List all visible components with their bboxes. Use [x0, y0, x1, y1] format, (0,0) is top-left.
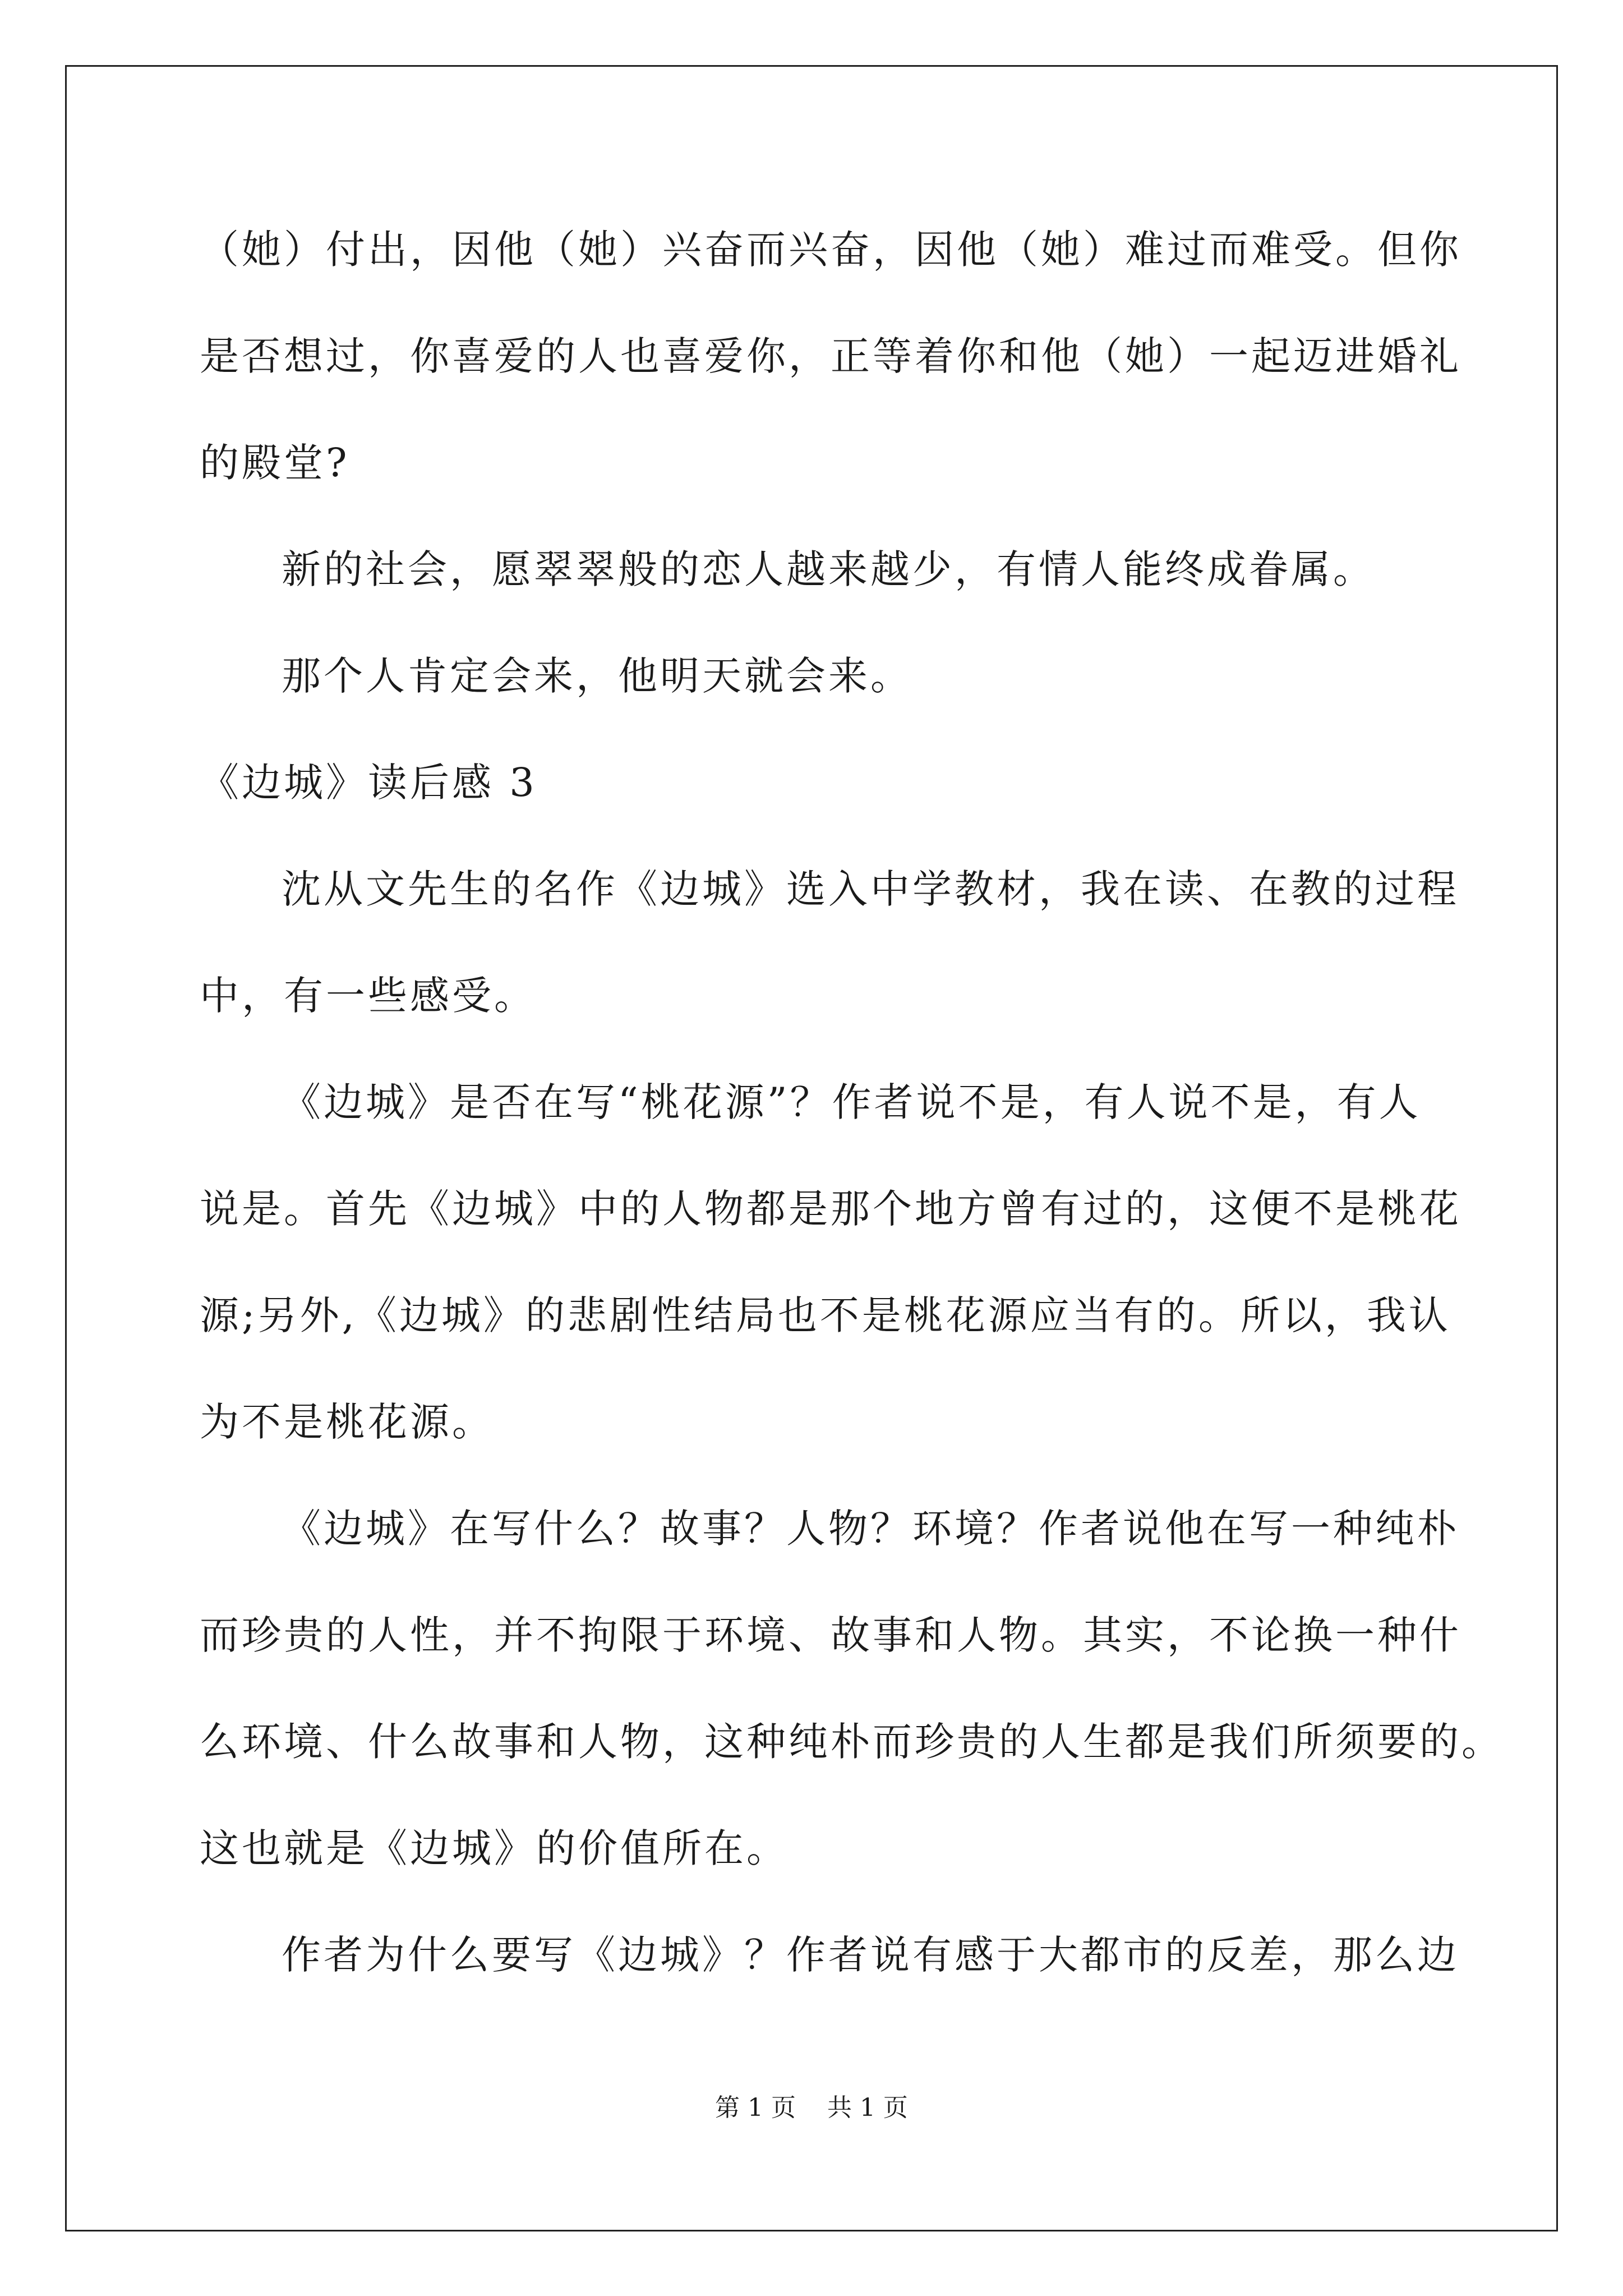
text-line: 新的社会，愿翠翠般的恋人越来越少，有情人能终成眷属。 [282, 546, 1375, 592]
text-line: 说是。首先《边城》中的人物都是那个地方曾有过的，这便不是桃花 [200, 1186, 1461, 1232]
text-line: 中，有一些感受。 [200, 973, 536, 1019]
text-line: 那个人肯定会来，他明天就会来。 [282, 653, 912, 699]
text-line: 源;另外,《边城》的悲剧性结局也不是桃花源应当有的。所以，我认 [200, 1292, 1451, 1338]
text-line: 而珍贵的人性，并不拘限于环境、故事和人物。其实，不论换一种什 [200, 1612, 1461, 1658]
page-border [65, 65, 1558, 2231]
text-line: 沈从文先生的名作《边城》选入中学教材，我在读、在教的过程 [282, 866, 1459, 912]
section-heading: 《边城》读后感 3 [200, 760, 537, 806]
page-footer: 第 1 页 共 1 页 [715, 2093, 908, 2122]
text-line: 是否想过，你喜爱的人也喜爱你，正等着你和他（她）一起迈进婚礼 [200, 333, 1461, 379]
text-line: 么环境、什么故事和人物，这种纯朴而珍贵的人生都是我们所须要的。 [200, 1719, 1504, 1765]
text-line: （她）付出，因他（她）兴奋而兴奋，因他（她）难过而难受。但你 [200, 227, 1461, 273]
text-line: 《边城》在写什么？故事？人物？环境？作者说他在写一种纯朴 [282, 1506, 1459, 1552]
text-line: 这也就是《边城》的价值所在。 [200, 1825, 789, 1871]
text-line: 的殿堂? [200, 440, 350, 486]
text-line: 作者为什么要写《边城》？作者说有感于大都市的反差，那么边 [282, 1932, 1459, 1978]
text-line: 为不是桃花源。 [200, 1399, 494, 1445]
text-line: 《边城》是否在写“桃花源”？作者说不是，有人说不是，有人 [282, 1079, 1421, 1125]
